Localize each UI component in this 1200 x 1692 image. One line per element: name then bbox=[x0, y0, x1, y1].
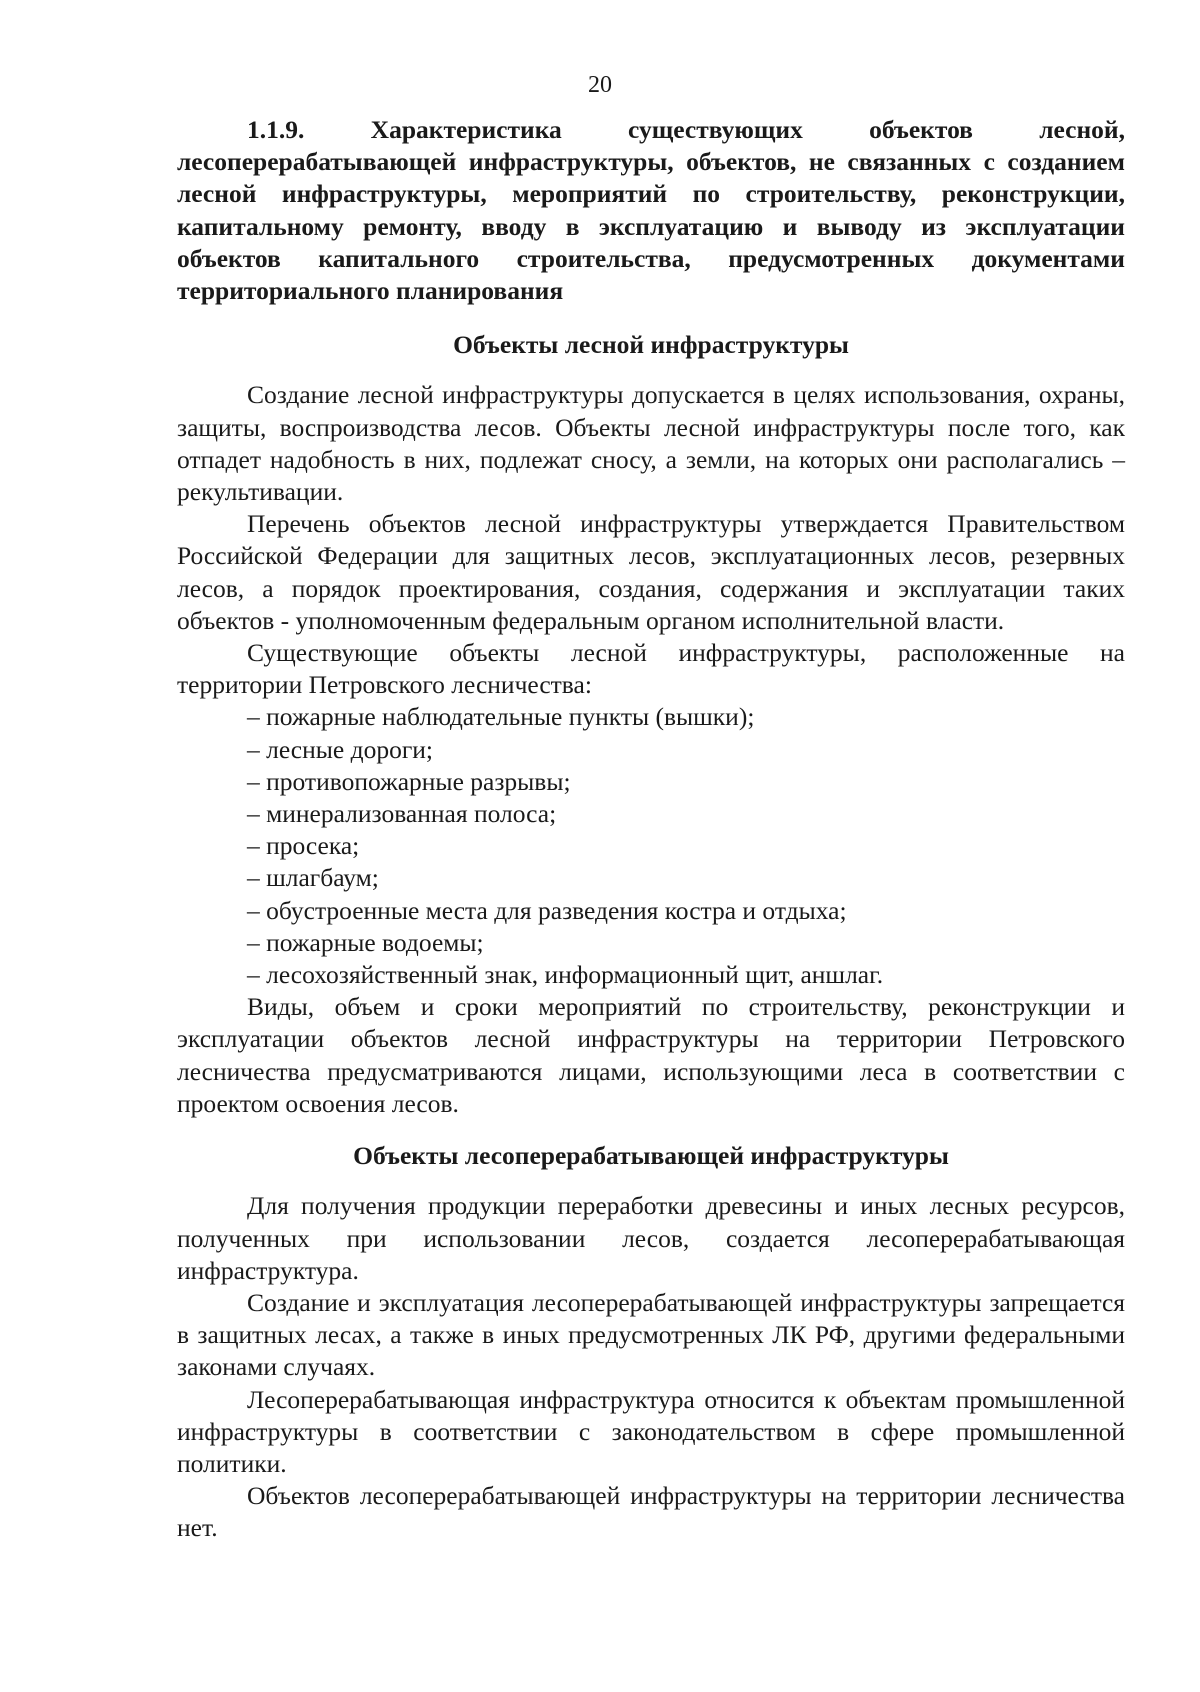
list-item: – минерализованная полоса; bbox=[247, 799, 557, 829]
list-item: – лесные дороги; bbox=[247, 734, 434, 764]
list-item: – просека; bbox=[247, 831, 360, 861]
processing-paragraph-3: Лесоперерабатывающая инфраструктура относится к объектам промышленной инфраструктуры в соответствии с законодательством в сфере промышленной политики. bbox=[177, 1384, 1125, 1478]
forest-paragraph-1: Создание лесной инфраструктуры допускается в целях использования, охраны, защиты, воспроизводства лесов. Объекты лесной инфраструктуры после того, как отпадет надобность в них, подлежат сносу, а земли, на которых они располагались – рекультивации. bbox=[177, 380, 1125, 507]
processing-paragraph-1: Для получения продукции переработки древесины и иных лесных ресурсов, полученных при использовании лесов, создается лесоперерабатывающая инфраструктура. bbox=[177, 1191, 1125, 1285]
page-content bbox=[177, 114, 1125, 1545]
processing-paragraph-4: Объектов лесоперерабатывающей инфраструктуры на территории лесничества нет. bbox=[177, 1481, 1125, 1543]
forest-closing-paragraph: Виды, объем и сроки мероприятий по строительству, реконструкции и эксплуатации объектов лесной инфраструктуры на территории Петровского лесничества предусматриваются лицами, использующими леса в соответствии с проектом освоения лесов. bbox=[177, 992, 1125, 1118]
list-item: – пожарные наблюдательные пункты (вышки); bbox=[247, 702, 755, 732]
section-heading: 1.1.9. Характеристика существующих объектов лесной, лесоперерабатывающей инфраструктуры, объектов, не связанных с созданием лесной инфраструктуры, мероприятий по строительству, реконструкции, капитальному ремонту, вводу в эксплуатацию и выводу из эксплуатации объектов капитального строительства, предусмотренных документами территориального планирования bbox=[177, 115, 1125, 306]
list-item: – лесохозяйственный знак, информационный щит, аншлаг. bbox=[247, 960, 884, 990]
forest-infrastructure-list bbox=[177, 701, 1125, 991]
processing-paragraph-2: Создание и эксплуатация лесоперерабатывающей инфраструктуры запрещается в защитных лесах, а также в иных предусмотренных ЛК РФ, другими федеральными законами случаях. bbox=[177, 1287, 1125, 1382]
forest-paragraph-2: Перечень объектов лесной инфраструктуры утверждается Правительством Российской Федерации для защитных лесов, эксплуатационных лесов, резервных лесов, а порядок проектирования, создания, содержания и эксплуатации таких объектов - уполномоченным федеральным органом исполнительной власти. bbox=[177, 509, 1125, 635]
forest-paragraph-3: Существующие объекты лесной инфраструктуры, расположенные на территории Петровского лесничества: bbox=[177, 638, 1125, 700]
page-number: 20 bbox=[588, 72, 612, 98]
forest-infrastructure-title: Объекты лесной инфраструктуры bbox=[453, 330, 849, 360]
list-item: – обустроенные места для разведения костра и отдыха; bbox=[247, 895, 847, 925]
list-item: – пожарные водоемы; bbox=[247, 927, 484, 957]
list-item: – шлагбаум; bbox=[247, 863, 379, 893]
processing-infrastructure-title: Объекты лесоперерабатывающей инфраструктуры bbox=[353, 1141, 949, 1171]
list-item: – противопожарные разрывы; bbox=[247, 766, 571, 796]
